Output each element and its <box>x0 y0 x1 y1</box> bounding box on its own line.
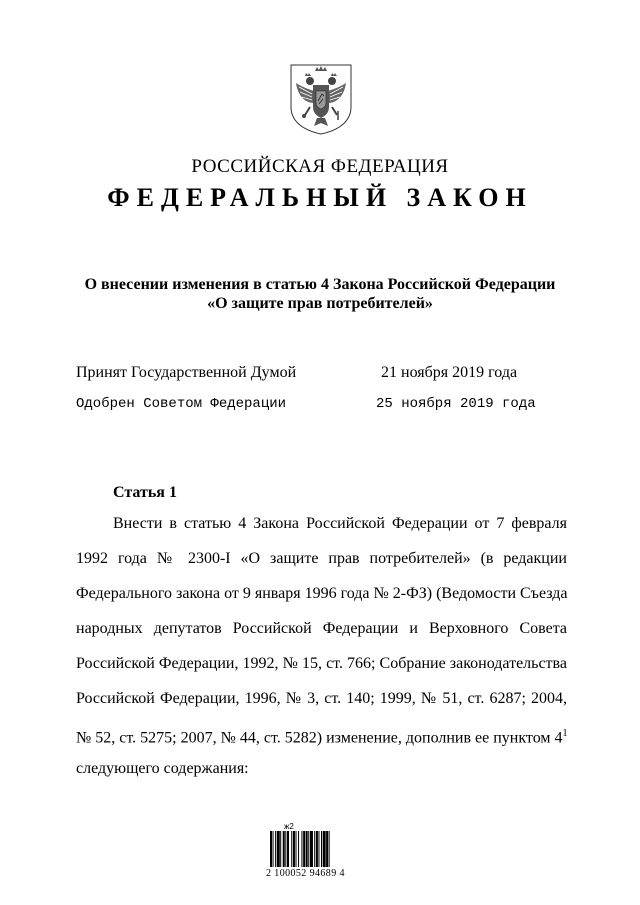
adoption-date: 25 ноября 2019 года <box>376 396 536 412</box>
article-line: Федерального закона от 9 января 1996 года № 2-ФЗ) (Ведомости Съезда <box>76 585 568 602</box>
law-title-line: «О защите прав потребителей» <box>207 295 433 312</box>
paragraph-superscript: 1 <box>562 728 568 739</box>
barcode-mark: ж2 <box>284 822 294 831</box>
article-heading: Статья 1 <box>113 484 177 501</box>
country-heading: РОССИЙСКАЯ ФЕДЕРАЦИЯ <box>191 156 449 177</box>
coat-of-arms-emblem <box>288 63 354 135</box>
adoption-date: 21 ноября 2019 года <box>381 364 518 381</box>
document-type-heading: ФЕДЕРАЛЬНЫЙ ЗАКОН <box>107 183 533 212</box>
adoption-label: Одобрен Советом Федерации <box>76 396 287 412</box>
article-line-with-superscript <box>76 724 567 759</box>
article-line: 1992 года № 2300-I «О защите прав потребителей» (в редакции <box>76 550 567 567</box>
article-line: народных депутатов Российской Федерации и Верховного Совета <box>76 620 567 637</box>
article-line: Российской Федерации, 1996, № 3, ст. 140; 1999, № 51, ст. 6287; 2004, <box>76 690 567 707</box>
article-line-text: № 52, ст. 5275; 2007, № 44, ст. 5282) изменение, дополнив ее пунктом 4 <box>76 729 563 747</box>
barcode <box>266 823 358 885</box>
law-title <box>0 275 640 313</box>
adoption-label: Принят Государственной Думой <box>76 364 297 381</box>
article-line: следующего содержания: <box>76 760 249 777</box>
article-line: Внести в статью 4 Закона Российской Федерации от 7 февраля <box>113 515 567 532</box>
article-line: Российской Федерации, 1992, № 15, ст. 766; Собрание законодательства <box>76 655 567 672</box>
barcode-bars <box>270 831 352 867</box>
law-title-line: О внесении изменения в статью 4 Закона Российской Федерации <box>84 276 556 293</box>
article-body <box>76 514 567 794</box>
barcode-number: 2 100052 94689 4 <box>266 868 345 879</box>
